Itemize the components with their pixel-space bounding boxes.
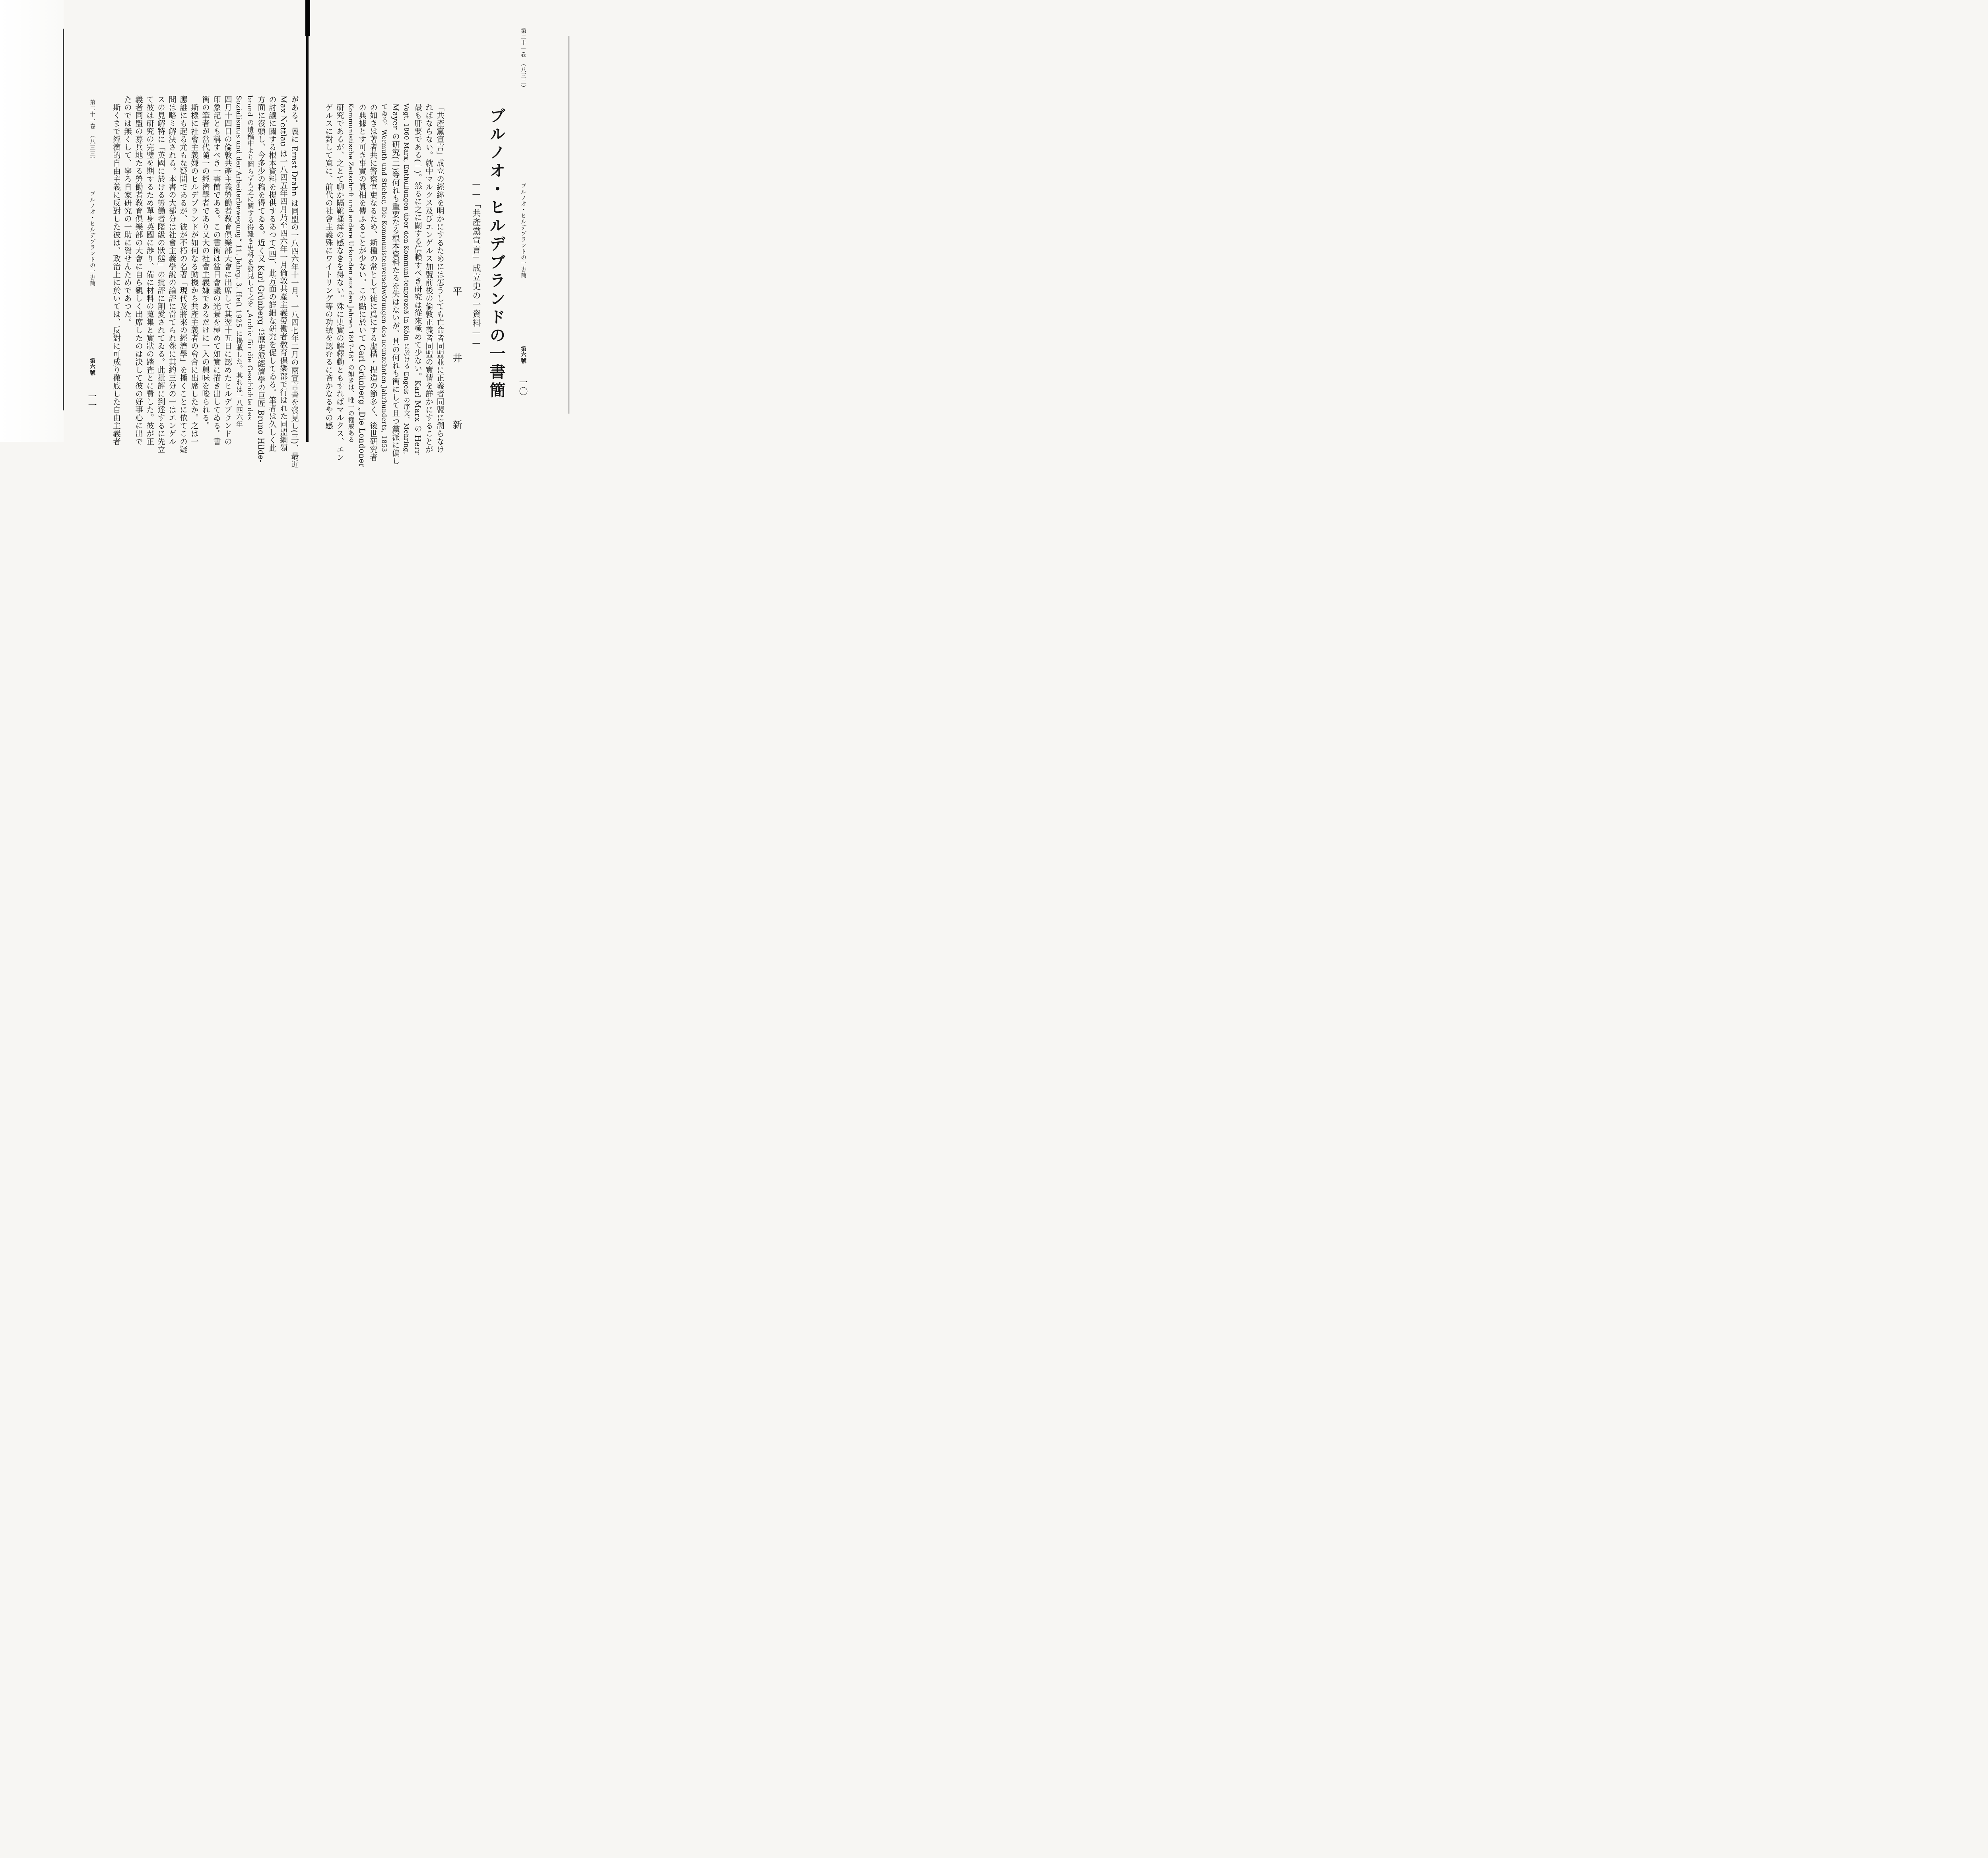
body-line: 研究であるが、之とて聊か隔靴搔痒の感なきを得ない。殊に史實の解釋動ともすればマルクス、エン [335, 103, 344, 461]
body-line: Vogt, 1860 Marx, Enthüllungen über den Kommuni-tenprozeß in Köln に於ける Engels の序文、Mehring, [403, 103, 410, 455]
article-title: ブルノオ・ヒルデブランドの一書簡 [487, 107, 506, 400]
body-line: の如きは著者共に警察官吏なるため、斯種の常として徒に爲にする虛構・捏造の節多く、後世研究者 [369, 103, 378, 461]
left-header-title: ブルノオ・ヒルデブランドの一書簡 [89, 191, 95, 286]
article-author: 平 井 新 [451, 286, 462, 453]
book-spread [0, 0, 623, 468]
body-line: Sozialismus und der Arbeiterbewegung“ 11. Jahrg. 3. Heft 1925 に揭載した。其れは一八四六年 [235, 95, 243, 428]
body-line: 四月十四日の倫敦共產主義勞働者敎育倶樂部大會に出席して其翌十五日に認めたヒルデブランドの [223, 95, 232, 445]
body-line: 義者同盟の募兵地たる勞働者敎育倶樂部の大會に自ら親しく出席したのは決して彼の好事心に出で [134, 95, 143, 445]
body-line: てゐる。Wermuth und Stieber, Die Kommunistenverschwörungen des neunzehnten Jahrhunderts, 1853 [381, 103, 388, 453]
article-subtitle: ——「共產黨宣言」成立史の一資料—— [472, 179, 481, 348]
body-line: たのでは無くして、寧ろ自家研究の一助に資せんためであつた。 [123, 95, 132, 326]
left-header-volume: 第二十一卷 （八三三） [89, 99, 95, 162]
body-line: 斯樣に社會主義嫌のヒルデブランドが如何なる動機から共產主義者の會合に出席したか。之は一 [190, 103, 199, 445]
body-line: Max Nettlau は一八四五年四月乃至四六年一月倫敦共產主義勞働者敎育倶樂部で行はれた同盟綱領 [279, 95, 288, 452]
body-line: Mayer の研究(二)等何れも重要なる根本資料たるを失はないが、其の何れも簡にして且つ黨派に偏し [391, 103, 400, 465]
right-page-number: 一〇 [518, 378, 528, 396]
body-line: 印象記とも稱すべき一書簡である。この書簡は當日會議の光景を極めて如實に描き出してゐる。書 [212, 95, 221, 445]
body-line: の討議に關する根本資料を提供するあつて(四)、此方面の詳細な研究を促してゐる。筆者は久しく此 [268, 95, 277, 452]
body-line: 最も肝要である(一)。然るに之に關する信賴すべき研究は從來極めて少ない。Karl Marx の Herr [413, 103, 422, 455]
left-header-issue: 第六號 [89, 358, 95, 376]
right-page [309, 28, 571, 468]
body-line: て彼は研究の完璧を期するため單身英國に渉り、備に材料の蒐集と實狀の踏査とに費した。彼が正 [145, 95, 154, 445]
body-line: の典據とす可き事實の眞相を傳ふることが少ない。この點に於いて Carl Grünberg „Die Londoner [357, 103, 367, 468]
body-line: 簡の筆者が當代隨一の經濟學者であり又大の社會主義嫌であるだけに一入の興味を唆られる。 [201, 95, 210, 430]
body-line: 問は略ミ解決される。本書の大部分は社會主義學說の論評に當てられ殊に其約三分の一はエンゲル [167, 95, 177, 445]
body-line: 應誰にも起る尤もな疑問であるが、彼が不朽の名著「現代及將來の經濟學」を播くことに依てこの疑 [179, 95, 188, 453]
left-page [64, 28, 307, 468]
right-header-issue: 第六號 [520, 346, 526, 364]
body-line: ればならない。就中マルクス及びエンゲルス加盟前後の倫敦正義者同盟の實情を詳かにすることが [424, 103, 433, 453]
body-line: 斯くまで經濟的自由主義に反對した彼は、政治上に於いては、反對に可成り徹底した自由主義者 [112, 103, 121, 445]
body-line: がある。曩に Ernst Drahn は同盟の一八四六年十一月、一八四七年二月の兩宣言書を發見し(三)、最近 [290, 95, 299, 468]
body-line: スの見解特に「英國に於ける勞働者階級の狀態」の批評に割愛されてゐる。此批評に到達するに先立 [156, 95, 165, 453]
right-header-volume: 第二十一卷 （八三二） [520, 28, 526, 91]
right-header-title: ブルノオ・ヒルデブランドの一書簡 [520, 183, 526, 278]
body-line: 「共產黨宣言」成立の經緯を明かにするためには怎うしても亡命者同盟並に正義者同盟に溯らなけ [435, 103, 445, 453]
body-line: brand の遺稿中より圖らずも之に關する得難き史料を發見して之を „Archiv für die Geschichte des [246, 95, 254, 420]
left-page-number: 一一 [87, 392, 97, 410]
body-line: ゲルスに對して寬に、前代の社會主義殊にワイトリング等の功績を認むるに吝かなるやの感 [324, 103, 333, 430]
body-line: Kommunistische Zeitschrift und andere Urkunden aus den Jahren 1847-48“ の如きは、唯一の權威ある [347, 103, 355, 443]
body-line: 方面に沒頭し、今多少の稿を得てゐる。近く又 Karl Grünberg は歷史派經濟學の巨匠 Bruno Hilde- [256, 95, 266, 463]
